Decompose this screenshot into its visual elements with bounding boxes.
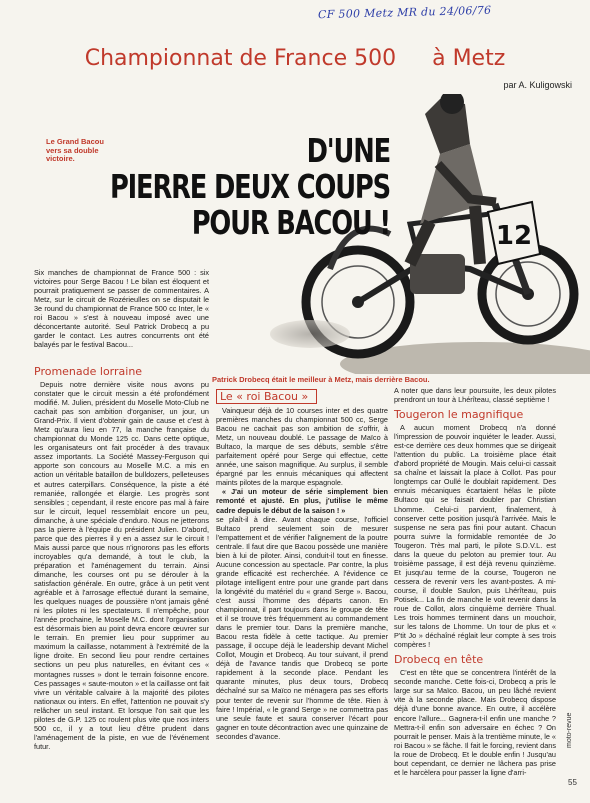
page-number: 55 [568, 778, 577, 787]
column-1-text: Depuis notre dernière visite nous avons pu constater que le circuit messin a été profondément modifié. M. Julien, président du Moselle Moto-Club ne cachait pas son ambition d'organiser, un jour, un Grand-Prix. Il vient d'obtenir gain de cause et c'est à Metz qu'aura lieu en 77, la manche française du championnat du Monde 125 cc. Dans cette optique, les organisateurs ont fait procéder à des travaux assez importants. La Société Massey-Ferguson qui apporte son concours au Moselle M.C. a mis en action un véritable bataillon de bulldozers, pelleteuses et autres caterpillars. Conséquence, la piste a été remaniée, rallongée et élargie. Les progrès sont sensibles ; cependant, il reste encore pas mal à faire sur le circuit, lequel ressemblait encore un peu, dimanche, à une spéciale d'enduro. Nous ne jetterons pas la pierre à l'équipe du président Julien. D'abord, parce que des pierres il y en a assez sur le circuit ! Mais aussi parce que nous n'ignorons pas les efforts incroyables qu'a demandé, à tout le club, la préparation et l'aménagement du terrain. Ainsi dimanche, les courses ont pu se dérouler à la satisfaction générale. En outre, grâce à un petit vent agréable et à l'arrosage effectué durant la semaine, les quelques nuages de poussière n'ont jamais gêné ni les pilotes ni les spectateurs. Il n'empêche, pour l'année prochaine, le Moselle M.C. dont l'organisation est désormais bien au point devra encore œuvrer sur le terrain. En premier lieu pour supprimer au maximum la caillasse, notamment à l'extrémité de la ligne droite. En second lieu pour rendre certaines sections un peu plus naturelles, en évitant ces « montagnes russes » dont le terrain foisonne encore. Ces passages « saute-mouton » et la caillasse ont fait vivre un véritable calvaire à la majorité des pilotes nationaux ou inters. En effet, l'attention ne pouvait s'y relâcher un seul instant. Et lorsque l'on sait que les pilotes de G.P. 125 cc roulent plus vite que nos inters 500 cc, il y a tout lieu d'être prudent dans l'aménagement de la piste, en vue de l'événement futur. [34, 380, 209, 751]
column-1 [34, 363, 209, 751]
column-2-text-b: se plaît-il à dire. Avant chaque course, l'officiel Bultaco prend seulement soin de mesurer l'empattement et de vérifier l'alignement de la poutre centrale. Il faut dire que Bacou possède une manière bien à lui de piloter. Ainsi, conduit-il tout en finesse. Aucune concession au spectacle. Par contre, la plus grande efficacité est recherchée. A l'évidence ce pilotage intelligent entre pour une grande part dans la longévité du matériel du « grand Serge ». Bacou, c'est aussi l'homme des départs canon. En championnat, il part toujours dans le groupe de tête et il se trouve très fréquemment au commandement dans le premier tour. Dans la première manche, Bacou resta fidèle à cette tactique. Au premier passage, il occupe déjà le leadership devant Michel Collot, Mougin et Drobecq. Au tour suivant, il prend déjà de l'avance tandis que Drobecq se porte rapidement à la seconde place. Pendant les quarante minutes, plus deux tours, Drobecq déchaîné sur sa Maïco ne ménagera pas ses efforts pour tenter de revenir sur l'homme de tête. Rien à faire ! Impérial, « le grand Serge » ne commettra pas une seule faute et saura conserver l'écart pour gagner en toute décontraction avec une quinzaine de secondes d'avance. [216, 514, 389, 741]
bacou-quote: « J'ai un moteur de série simplement bien remonté et ajusté. En plus, j'utilise le même cadre depuis le début de la saison ! » [216, 487, 388, 515]
subhead-tougeron: Tougeron le magnifique [394, 408, 524, 422]
magazine-margin-label: moto-revue [566, 712, 573, 748]
column-3-text-c: C'est en tête que se concentrera l'intérêt de la seconde manche. Cette fois-ci, Drobecq a pris le large sur sa Maïco. Bacou, un peu lâché revient vite à la seconde place. Mais Drobecq dispose déjà d'une bonne avance. En outre, il accélère encore l'allure... Gagnera-t-il enfin une manche ? Mettra-t-il enfin son adversaire en échec ? On pourrait le penser. Mais à la trentième minute, le « roi Bacou » se fâche. Il fait le forcing, revient dans la roue de Drobecq. Et le double enfin ! Jusqu'au bout cependant, ce dernier ne lâchera pas prise et le harcèlera pour passer la ligne d'arri- [394, 668, 556, 777]
headline [86, 133, 390, 241]
location-title: à Metz [432, 46, 506, 71]
column-3-text-b: A aucun moment Drobecq n'a donné l'impression de pouvoir inquiéter le leader. Aussi, est-ce derrière ces deux hommes que se dirigeait l'attention du public. La troisième place était d'abord propriété de Mougin. Mais celui-ci cassait sa chaîne et laissait la place à Collot. Pas pour longtemps car Oullé le doublait rapidement. Des ennuis mécaniques écartaient hélas le pilote Bultaco qui se faisait doubler par Christian Lhomme. Celui-ci parvient, finalement, à conserver cette position jusqu'à l'arrivée. Mais le suspense ne sera pas fini pour autant. Chacun pourra suivre la formidable remontée de Jo Tougeron. Très mal parti, le pilote S.D.V.L. est dans la queue du peloton au premier tour. Au troisième passage, il est déjà revenu quinzième. Et jusqu'au terme de la course, Tougeron ne cessera de revenir vers les avant-postes. A mi-course, il double Saulon, puis Lhérîteau, puis Potisek... La fin de manche le voit revenir dans la roue de Collot, alors cinquième derrière Thual. Les trois hommes terminent dans un mouchoir, sur les talons de Lhomme. Un tour de plus et « P'tit Jo » déchaîné réglait leur compte à ses trois compères ! [394, 423, 556, 650]
column-2-text-a: Vainqueur déjà de 10 courses inter et des quatre premières manches du championnat 500 cc, Serge Bacou ne cachait pas son ambition de s'offrir, à Metz, un nouveau doublé. Le passage de Maïco à Bultaco, la marque de ses débuts, semble s'être parfaitement opéré pour Serge qui effectue, cette année, une saison magnifique. Au surplus, il semble épargné par les ennuis mécaniques qui affectent maints pilotes de la marque espagnole. [216, 406, 388, 488]
column-3 [394, 386, 556, 777]
headline-line-3: POUR BACOU ! [191, 203, 390, 242]
subhead-drobecq: Drobecq en tête [394, 653, 484, 667]
byline: par A. Kuligowski [503, 80, 572, 90]
handwritten-annotation: CF 500 Metz MR du 24/06/76 [317, 3, 492, 22]
subhead-promenade: Promenade lorraine [34, 365, 143, 378]
photo-caption: Patrick Drobecq était le meilleur à Metz, mais derrière Bacou. [212, 375, 430, 384]
column-2 [216, 387, 388, 741]
column-3-text-a: A noter que dans leur poursuite, les deux pilotes prendront un tour à Lhérîteau, classé septième ! [394, 386, 556, 405]
bike-number: 12 [495, 221, 533, 251]
intro-paragraph: Six manches de championnat de France 500 : six victoires pour Serge Bacou ! Le bilan est éloquent et pourrait pratiquement se passer de commentaires. A Metz, sur le circuit de Rozérieulles on se disputait le 3e round du championnat de France 500 cc Inter, le « roi Bacou » s'est à nouveau imposé avec une déconcertante autorité. Seul Patrick Drobecq a pu garder le contact. Les autres concurrents ont été balayés par le festival Bacou... [34, 268, 209, 350]
section-header [0, 46, 590, 71]
subhead-roi-bacou: Le « roi Bacou » [216, 389, 317, 404]
championship-title: Championnat de France 500 [84, 46, 397, 71]
headline-line-2: PIERRE DEUX COUPS [109, 167, 390, 206]
headline-line-1: D'UNE [306, 131, 390, 170]
photo-caption-top: Le Grand Bacou vers sa double victoire. [46, 137, 104, 164]
